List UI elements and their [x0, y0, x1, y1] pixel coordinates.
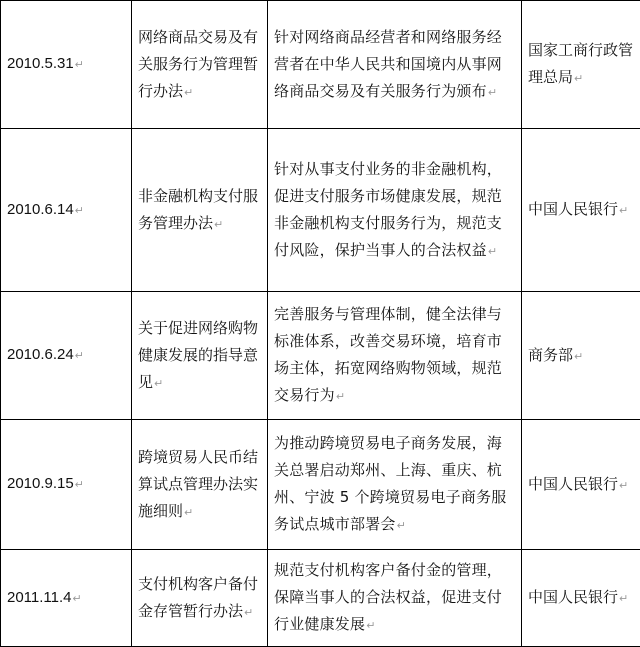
paragraph-mark-icon [488, 86, 497, 99]
paragraph-mark-icon [75, 350, 84, 362]
date-text: 2010.9.15 [7, 475, 74, 492]
date-cell [1, 129, 132, 292]
date-cell [1, 550, 132, 647]
date-text: 2010.5.31 [7, 55, 74, 72]
agency-cell [522, 550, 640, 647]
paragraph-mark-icon [184, 506, 193, 519]
agency-cell [522, 1, 640, 129]
agency-cell [522, 420, 640, 550]
description-cell [268, 129, 522, 292]
description-text: 为推动跨境贸易电子商务发展，海关总署启动郑州、上海、重庆、杭州、宁波 5 个跨境贸易电子商务服务试点城市部署会 [274, 434, 506, 533]
paragraph-mark-icon [73, 593, 82, 605]
agency-cell [522, 129, 640, 292]
date-text: 2011.11.4 [7, 589, 72, 606]
description-text: 规范支付机构客户备付金的管理，保障当事人的合法权益，促进支付行业健康发展 [274, 561, 502, 633]
paragraph-mark-icon [574, 350, 583, 363]
policy-name-text: 支付机构客户备付金存管暂行办法 [138, 575, 258, 620]
table-row [1, 129, 640, 292]
agency-text: 商务部 [528, 346, 573, 364]
agency-text: 中国人民银行 [528, 200, 618, 218]
paragraph-mark-icon [75, 205, 84, 217]
paragraph-mark-icon [619, 592, 628, 605]
paragraph-mark-icon [488, 245, 497, 258]
description-cell [268, 550, 522, 647]
table-row [1, 292, 640, 420]
policy-name-cell [132, 1, 268, 129]
policy-name-text: 非金融机构支付服务管理办法 [138, 187, 258, 232]
paragraph-mark-icon [397, 519, 406, 532]
table-row [1, 420, 640, 550]
date-cell [1, 1, 132, 129]
paragraph-mark-icon [619, 479, 628, 492]
policy-name-cell [132, 550, 268, 647]
table-row [1, 1, 640, 129]
paragraph-mark-icon [75, 59, 84, 71]
agency-cell [522, 292, 640, 420]
paragraph-mark-icon [214, 218, 223, 231]
description-cell [268, 420, 522, 550]
date-text: 2010.6.24 [7, 346, 74, 363]
policy-name-text: 关于促进网络购物健康发展的指导意见 [138, 319, 258, 391]
agency-text: 中国人民银行 [528, 475, 618, 493]
policy-name-cell [132, 420, 268, 550]
paragraph-mark-icon [366, 619, 375, 632]
date-cell [1, 292, 132, 420]
description-text: 针对网络商品经营者和网络服务经营者在中华人民共和国境内从事网络商品交易及有关服务行为颁布 [274, 28, 502, 100]
policy-name-cell [132, 129, 268, 292]
agency-text: 中国人民银行 [528, 588, 618, 606]
description-cell [268, 1, 522, 129]
description-text: 完善服务与管理体制，健全法律与标准体系，改善交易环境，培育市场主体，拓宽网络购物领域，规范交易行为 [274, 305, 502, 404]
policy-name-cell [132, 292, 268, 420]
paragraph-mark-icon [574, 72, 583, 85]
date-cell [1, 420, 132, 550]
policy-name-text: 网络商品交易及有关服务行为管理暂行办法 [138, 28, 258, 100]
paragraph-mark-icon [619, 204, 628, 217]
paragraph-mark-icon [244, 606, 253, 619]
paragraph-mark-icon [336, 390, 345, 403]
agency-text: 国家工商行政管理总局 [528, 41, 633, 86]
date-text: 2010.6.14 [7, 201, 74, 218]
policy-name-text: 跨境贸易人民币结算试点管理办法实施细则 [138, 448, 258, 520]
paragraph-mark-icon [75, 479, 84, 491]
table-row [1, 550, 640, 647]
description-cell [268, 292, 522, 420]
paragraph-mark-icon [154, 377, 163, 390]
paragraph-mark-icon [184, 86, 193, 99]
description-text: 针对从事支付业务的非金融机构，促进支付服务市场健康发展，规范非金融机构支付服务行为，规范支付风险，保护当事人的合法权益 [274, 160, 502, 259]
